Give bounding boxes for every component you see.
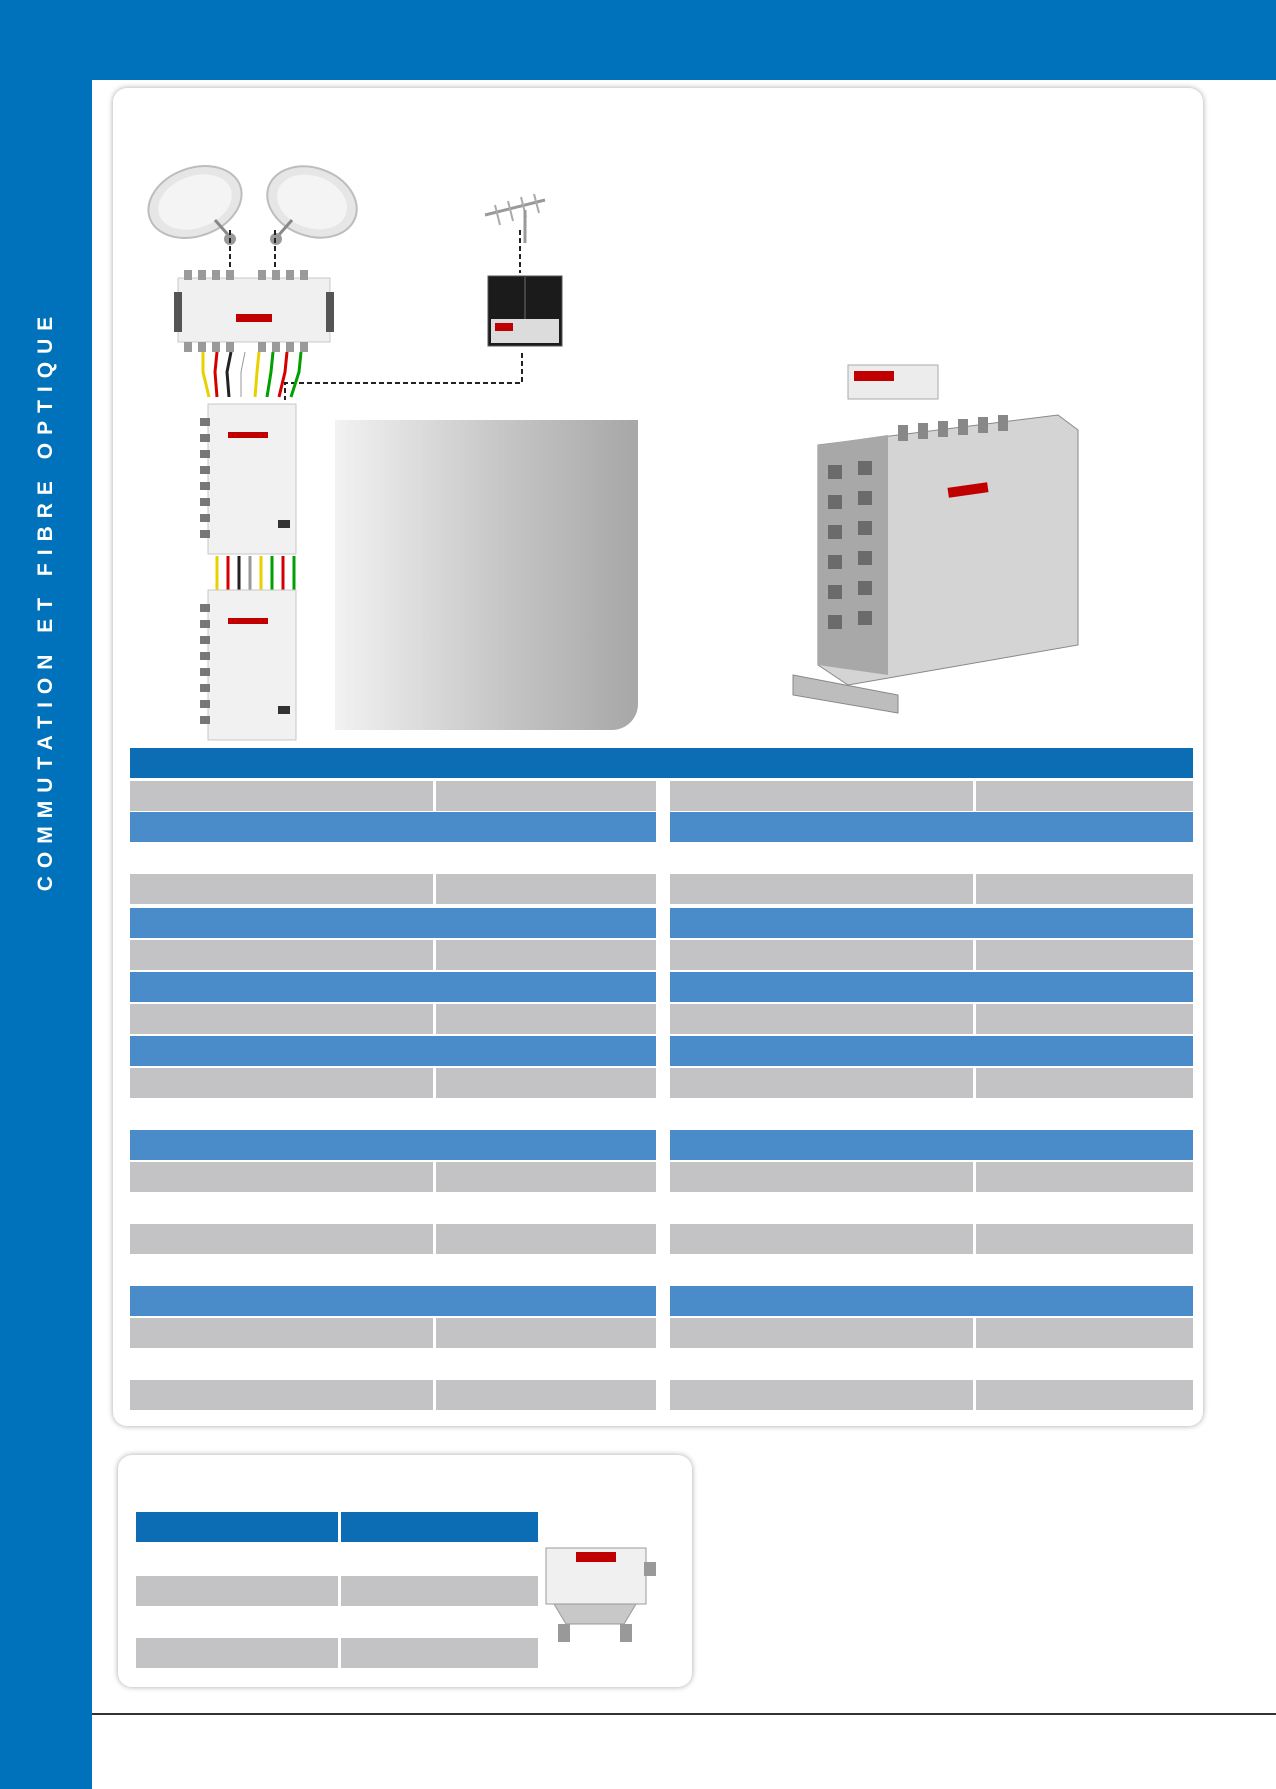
table-row xyxy=(136,1638,538,1668)
coupler-table-header xyxy=(341,1512,538,1542)
multiswitch-icon xyxy=(174,268,334,354)
table-section xyxy=(670,812,1193,842)
multiswitch-icon xyxy=(198,586,302,744)
table-row xyxy=(130,1380,1193,1410)
table-row xyxy=(130,1162,1193,1192)
coax-cables xyxy=(195,352,305,404)
table-header xyxy=(130,748,1193,778)
table-section xyxy=(130,1036,656,1066)
coupler-product-image xyxy=(540,1540,660,1650)
sidebar-band xyxy=(0,0,92,1789)
coupler-table-header xyxy=(136,1512,338,1542)
table-section xyxy=(130,972,656,1002)
multiswitch-product-image xyxy=(788,355,1088,715)
table-section xyxy=(130,1286,656,1316)
top-banner xyxy=(0,0,1276,80)
table-section xyxy=(670,1130,1193,1160)
table-row xyxy=(130,874,1193,904)
info-panel xyxy=(335,420,638,730)
table-section xyxy=(670,908,1193,938)
table-row xyxy=(130,781,1193,811)
table-row xyxy=(130,1318,1193,1348)
table-section xyxy=(130,908,656,938)
table-section xyxy=(130,1130,656,1160)
table-section xyxy=(670,972,1193,1002)
coax-cables xyxy=(212,556,302,590)
multiswitch-icon xyxy=(198,400,302,558)
table-row xyxy=(136,1576,538,1606)
table-section xyxy=(670,1036,1193,1066)
table-section xyxy=(130,812,656,842)
footer-rule xyxy=(92,1713,1276,1715)
sidebar-vertical-title: COMMUTATION ET FIBRE OPTIQUE xyxy=(34,308,57,892)
table-row xyxy=(130,1224,1193,1254)
table-section xyxy=(670,1286,1193,1316)
table-row xyxy=(130,1068,1193,1098)
table-row xyxy=(130,940,1193,970)
table-row xyxy=(130,1004,1193,1034)
